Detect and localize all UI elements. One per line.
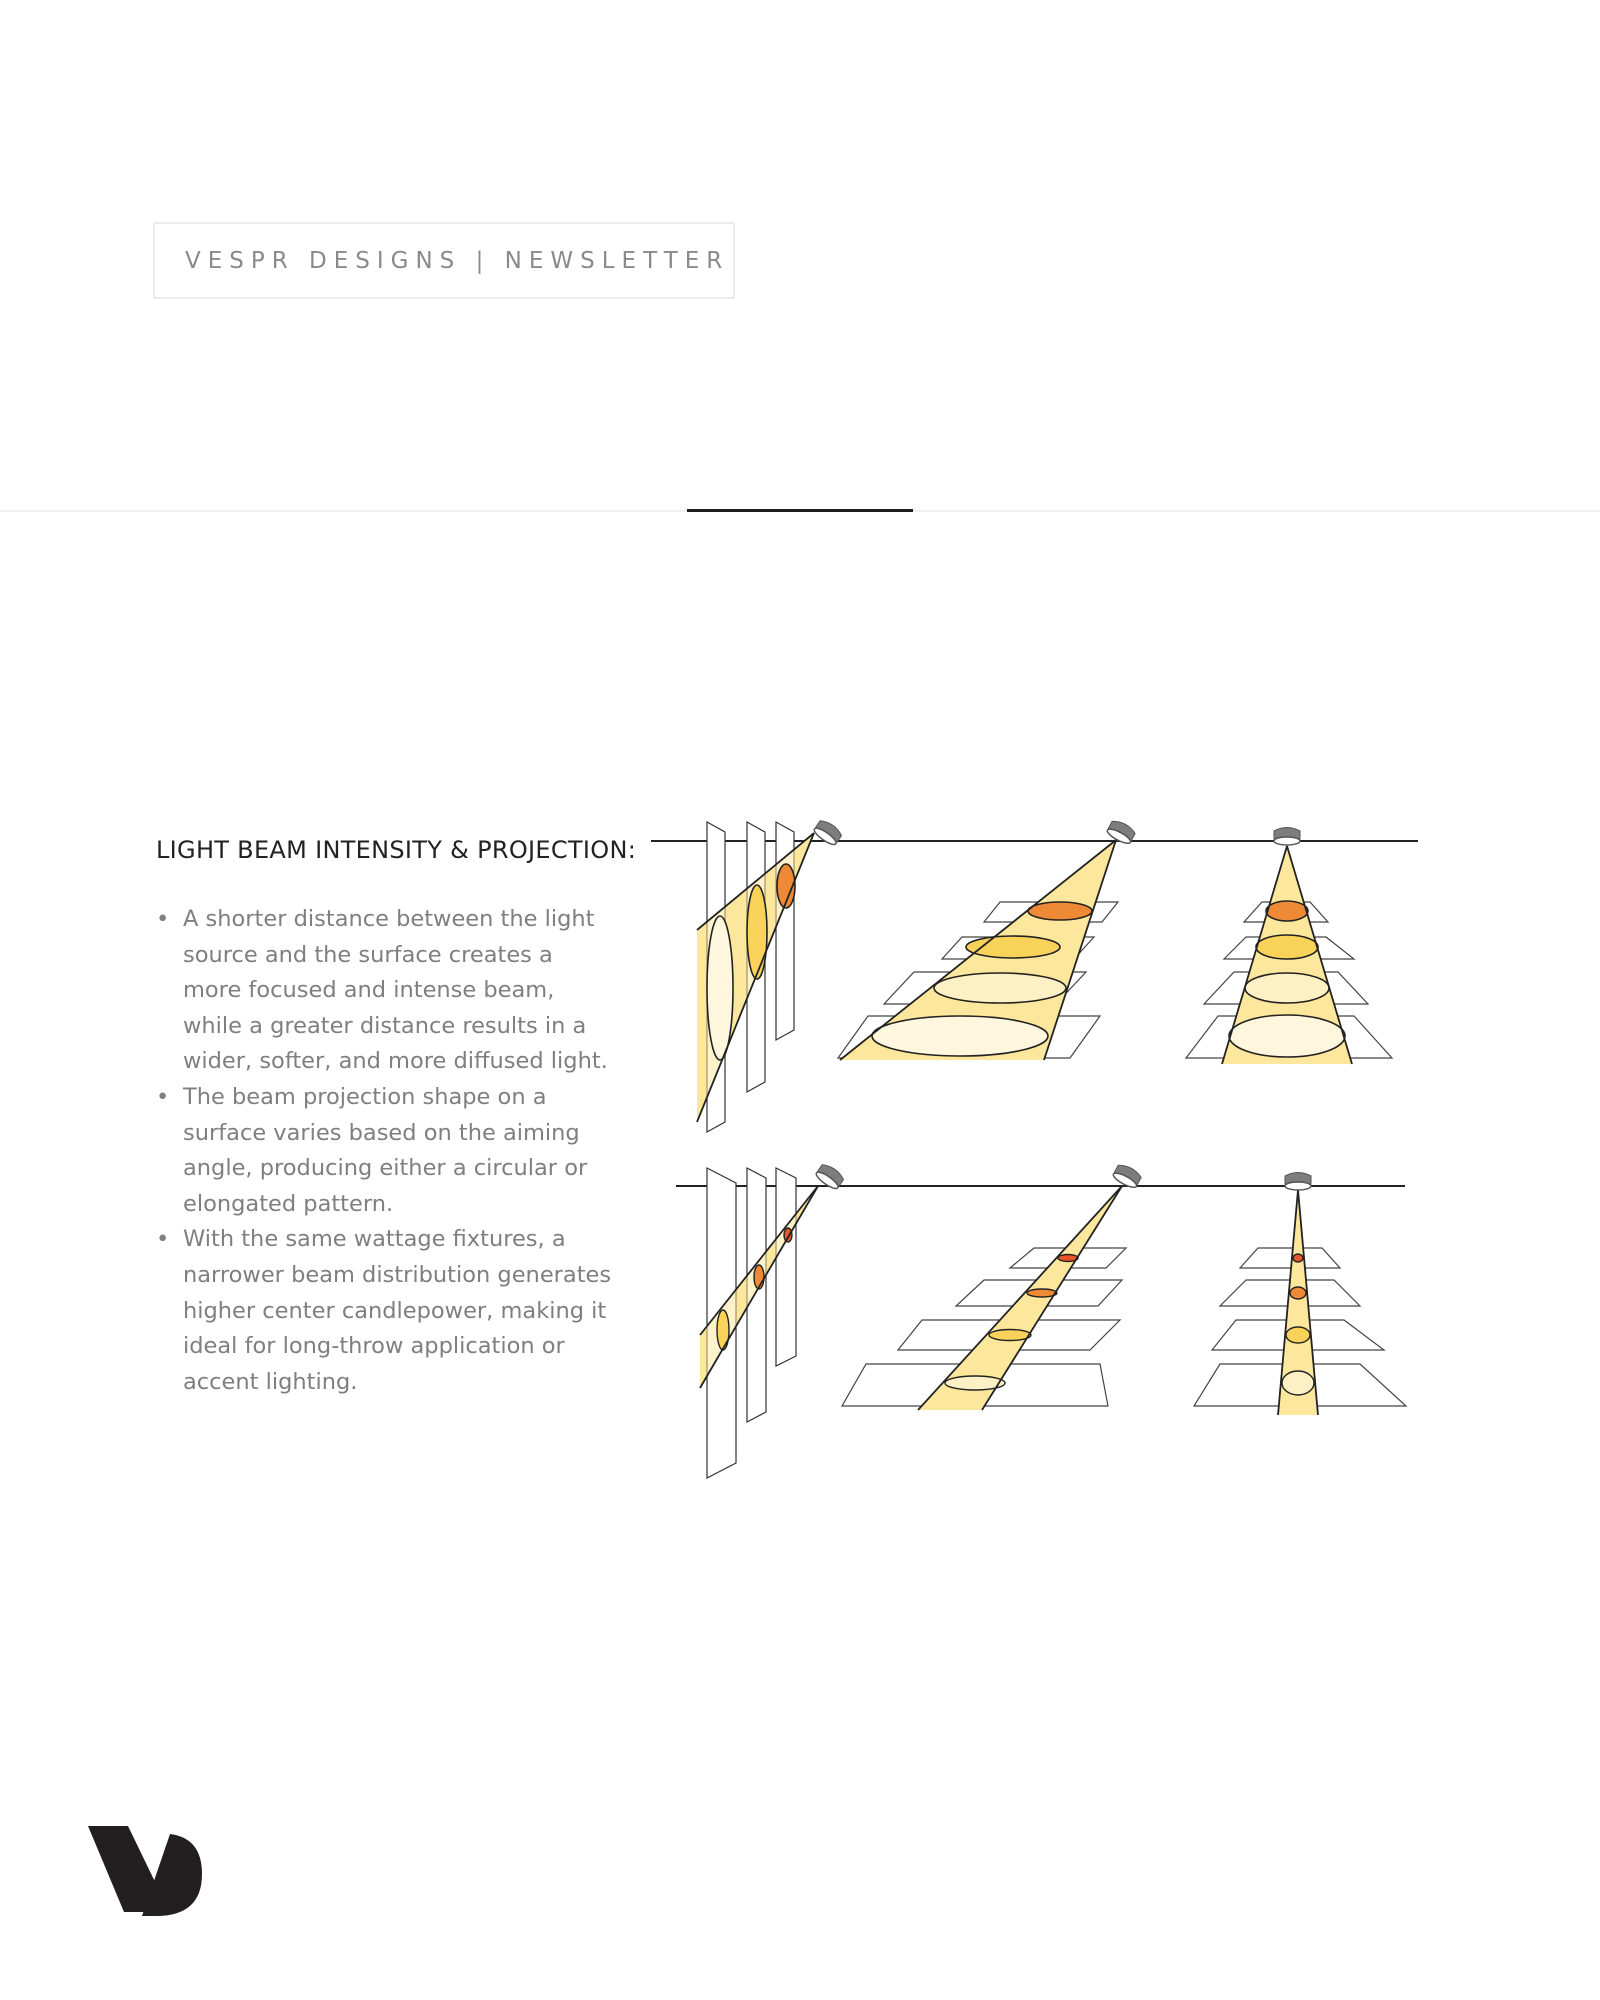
section-title: LIGHT BEAM INTENSITY & PROJECTION: bbox=[156, 836, 637, 864]
spotlight-fixture-icon bbox=[812, 818, 843, 847]
angled-downlight-diagram bbox=[838, 818, 1137, 1060]
narrow-straight-diagram bbox=[1194, 1173, 1406, 1416]
bullet-list bbox=[156, 902, 616, 1400]
narrow-angled-diagram bbox=[842, 1162, 1143, 1410]
beam-diagram bbox=[640, 812, 1430, 1492]
bullet-item: • The beam projection shape on a surface varies based on the aiming angle, producing either a circular or elongated pattern. bbox=[156, 1080, 616, 1222]
straight-downlight-diagram bbox=[1186, 828, 1392, 1065]
vespr-v-logo bbox=[86, 1824, 206, 1916]
spotlight-fixture-icon bbox=[1285, 1173, 1311, 1191]
wide-beam-row bbox=[651, 818, 1418, 1132]
narrow-beam-row bbox=[676, 1162, 1406, 1478]
bullet-item: • With the same wattage fixtures, a narrower beam distribution generates higher center candlepower, making it ideal for long-throw application or accent lighting. bbox=[156, 1222, 616, 1400]
newsletter-header bbox=[153, 222, 735, 299]
newsletter-title: VESPR DESIGNS | NEWSLETTER bbox=[185, 247, 730, 274]
wall-wash-diagram bbox=[697, 818, 844, 1132]
divider-accent bbox=[687, 509, 913, 512]
narrow-wall-wash-diagram bbox=[700, 1162, 846, 1478]
spotlight-fixture-icon bbox=[1274, 828, 1300, 846]
bullet-item: • A shorter distance between the light source and the surface creates a more focused and intense beam, while a greater distance results in a wider, softer, and more diffused light. bbox=[156, 902, 616, 1080]
